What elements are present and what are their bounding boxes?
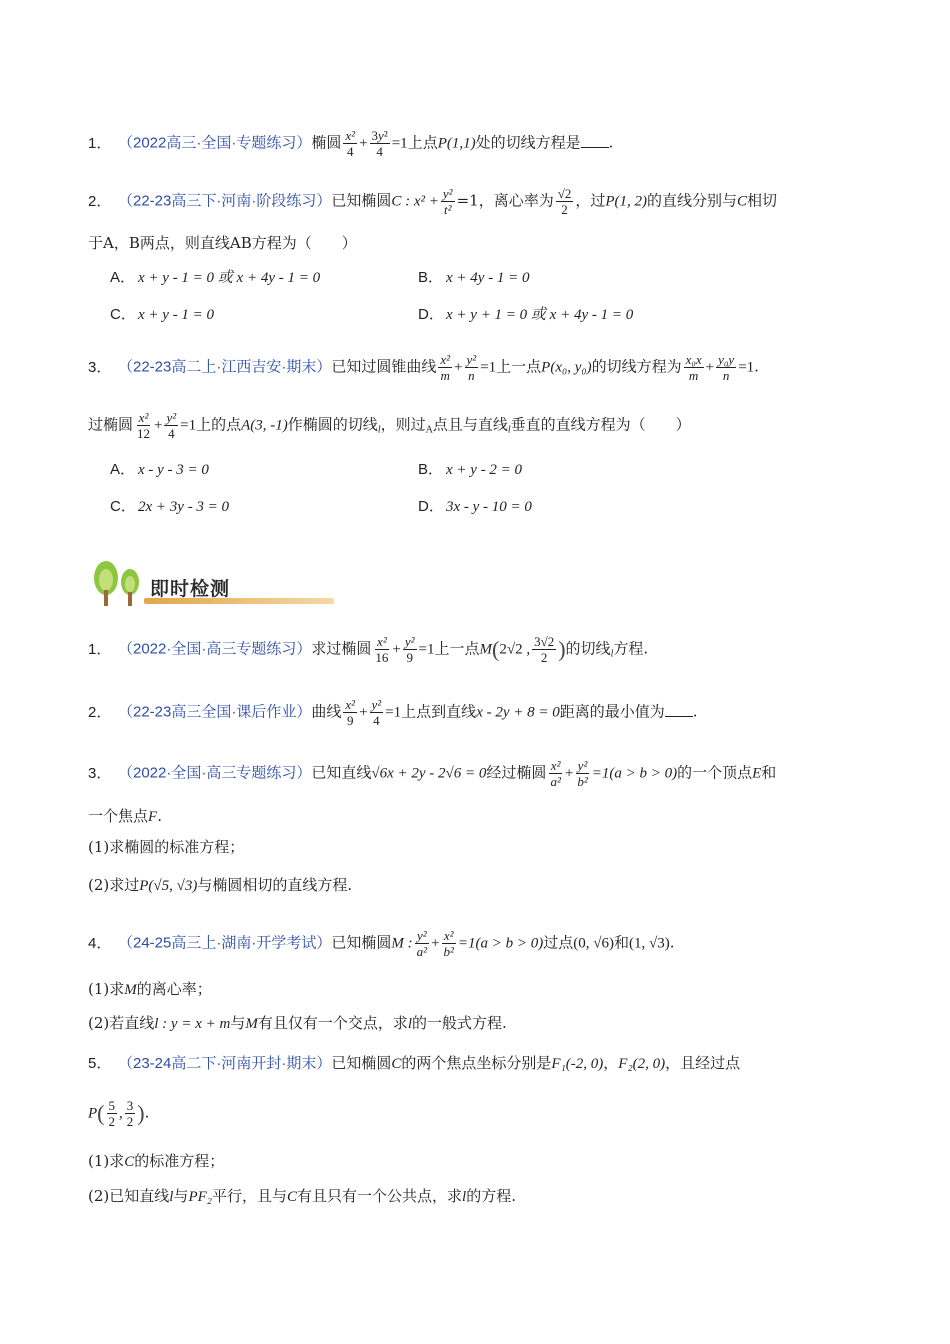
question-number: 5． [88,1055,112,1072]
question-source: （23-24高二下·河南开封·期末） [118,1055,332,1072]
fraction: $\frac{5}{2}$ [108,1098,115,1129]
question-number: 1． [88,640,112,658]
question-source: （2022高三·全国·专题练习） [118,134,312,152]
example-q3-line2: 过椭圆 $\frac{\text{x²}}{12}$ + $\frac{\text{y²}}{4}$ =1上的点A(3, -1)作椭圆的切线$_l$，则过$_A$点且与直线$_l$垂直的直线方程为（ ） [88,410,691,441]
option-d: D． 3x - y - 10 = 0 [418,498,532,515]
answer-blank [581,133,609,148]
test-q2: 2． （22-23高三全国·课后作业）曲线 $\frac{\text{x²}}{9}$ + $\frac{\text{y²}}{4}$ =1上点到直线x - 2y + 8 = 0距离的最小值为 . [88,697,698,728]
fraction: $\frac{\text{x²}}{\text{a²}}$ [550,758,561,789]
question-number: 2． [88,703,112,721]
test-q4: 4． （24-25高三上·湖南·开学考试）已知椭圆M : $\frac{\text{y²}}{\text{a²}}$ + $\frac{\text{x²}}{\text{b²}}$ =1(a > b > 0)过点(0, √6)和(1, √3). [88,928,675,959]
fraction: $\frac{3}{2}$ [126,1098,134,1129]
test-q3-line2: 一个焦点F. [88,807,162,825]
example-q2: 2． （22-23高三下·河南·阶段练习）已知椭圆C : x² + $\frac{\text{y²}}{\text{t²}}$ =1，离心率为 $\frac{√2}{2}$ ，过P(1, 2)的直线分别与C相切 [88,186,778,217]
test-q5-line2: P( $\frac{5}{2}$ , $\frac{3}{2}$ ). [88,1098,150,1129]
test-q5-part2: (2)已知直线l与PF₂平行，且与C有且只有一个公共点，求l的方程. [88,1187,516,1205]
fraction: $\frac{\text{y²}}{\text{t²}}$ [442,186,453,217]
test-q5-part1: (1)求C的标准方程； [88,1152,225,1170]
fraction: $\frac{\text{y²}}{\text{a²}}$ [416,928,428,959]
fraction: $\frac{\text{y₀y}}{n}$ [718,352,735,383]
example-q3: 3． （22-23高二上·江西吉安·期末）已知过圆锥曲线 $\frac{\text{x²}}{m}$ + $\frac{\text{y²}}{n}$ =1上一点P(x₀, y₀)的切线方程为 $\frac{\text{x₀x}}{m}$ + $\frac{\text{y₀y}}{n}$ =1. [88,352,759,383]
test-q3: 3． （2022·全国·高三专题练习）已知直线√6x + 2y - 2√6 = 0经过椭圆 $\frac{\text{x²}}{\text{a²}}$ + $\frac{\text{y²}}{\text{b²}}$ =1(a > b > 0)的一个顶点E和 [88,758,777,789]
fraction: $\frac{\text{x²}}{9}$ [345,697,356,728]
option-a: A． x + y - 1 = 0 或 x + 4y - 1 = 0 [110,269,321,286]
question-number: 2． [88,192,112,210]
question-source: （22-23高三全国·课后作业） [118,703,312,721]
q-text: 椭圆 [311,133,342,152]
question-source: （22-23高二上·江西吉安·期末） [118,358,332,376]
fraction: $\frac{\text{x₀x}}{m}$ [685,352,702,383]
fraction: $\frac{\text{y²}}{\text{b²}}$ [577,758,588,789]
test-q3-part2: (2)求过P(√5, √3)与椭圆相切的直线方程. [88,876,353,894]
question-number: 3． [88,764,112,782]
question-number: 4． [88,934,112,952]
option-b: B． x + y - 2 = 0 [418,461,523,478]
fraction: $\frac{√2}{2}$ [557,186,572,217]
fraction: $\frac{\text{y²}}{4}$ [166,410,177,441]
point: P(1, 2) [605,193,648,210]
option-c: C． 2x + 3y - 3 = 0 [110,498,230,515]
fraction: $\frac{\text{y²}}{9}$ [404,634,415,665]
point: A(3, -1) [241,417,288,434]
question-source: （2022·全国·高三专题练习） [118,640,312,658]
test-q3-part1: (1)求椭圆的标准方程； [88,838,245,856]
answer-blank [665,702,693,717]
option-c: C． x + y - 1 = 0 [110,306,215,323]
fraction: $\frac{\text{3y²}}{4}$ [371,128,388,159]
question-source: （22-23高三下·河南·阶段练习） [118,192,332,210]
section-title: 即时检测 [150,578,231,600]
tree-icon [88,560,148,610]
fraction: $\frac{\text{x²}}{\text{b²}}$ [443,928,454,959]
point: P(1,1) [437,135,476,152]
test-q4-part2: (2)若直线l : y = x + m与M有且仅有一个交点，求l的一般式方程. [88,1014,507,1032]
question-source: （2022·全国·高三专题练习） [118,764,312,782]
point: P(x₀, y₀) [541,359,592,376]
question-source: （24-25高三上·湖南·开学考试） [118,934,332,952]
option-d: D． x + y + 1 = 0 或 x + 4y - 1 = 0 [418,306,634,323]
example-q2-line2: 于A，B两点，则直线AB方程为（ ） [88,234,357,252]
fraction: $\frac{\text{x²}}{16}$ [375,634,389,665]
section-heading [88,560,248,608]
fraction: $\frac{\text{x²}}{4}$ [345,128,356,159]
question-number: 3． [88,358,112,376]
fraction: $\frac{\text{y²}}{4}$ [371,697,382,728]
fraction: $\frac{\text{x²}}{12}$ [137,410,151,441]
option-a: A． x - y - 3 = 0 [110,461,209,478]
example-q1: 1． （2022高三·全国·专题练习）椭圆 $\frac{\text{x²}}{4}$ + $\frac{\text{3y²}}{4}$ =1上点P(1,1)处的切线方程是 . [88,128,614,159]
test-q4-part1: (1)求M的离心率； [88,980,212,998]
test-q1: 1． （2022·全国·高三专题练习）求过椭圆 $\frac{\text{x²}}{16}$ + $\frac{\text{y²}}{9}$ =1上一点M(2√2 , $\frac{3√2}{2}$ )的切线$_l$方程. [88,634,649,665]
fraction: $\frac{\text{y²}}{n}$ [466,352,477,383]
question-number: 1． [88,134,112,152]
fraction: $\frac{3√2}{2}$ [534,634,555,665]
test-q5: 5． （23-24高二下·河南开封·期末）已知椭圆C的两个焦点坐标分别是F₁(-2, 0)，F₂(2, 0)，且经过点 [88,1052,880,1075]
fraction: $\frac{\text{x²}}{m}$ [440,352,451,383]
option-b: B． x + 4y - 1 = 0 [418,269,530,286]
